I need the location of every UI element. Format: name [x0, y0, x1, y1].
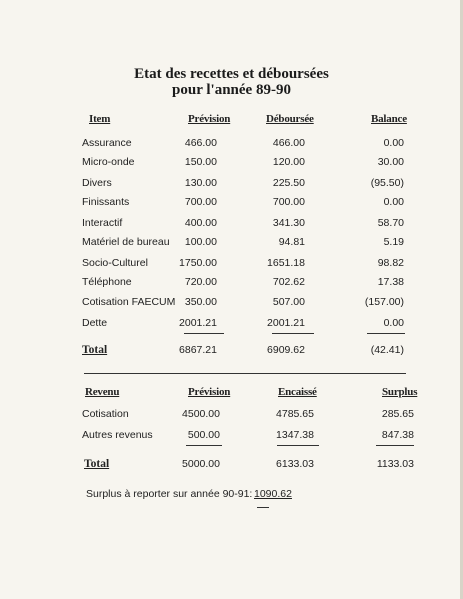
revenue-encaisse: 4785.65 — [276, 408, 314, 420]
surplus-note-mark — [257, 507, 269, 508]
expense-item: Matériel de bureau — [82, 236, 170, 248]
expense-balance: 58.70 — [377, 217, 404, 229]
expense-deboursee: 94.81 — [278, 236, 305, 248]
surplus-note-label: Surplus à reporter sur année 90-91: — [86, 488, 253, 500]
expense-deboursee: 702.62 — [272, 276, 305, 288]
header-deboursee: Déboursée — [266, 113, 314, 125]
expense-total-prevision: 6867.21 — [179, 344, 217, 356]
expense-prevision: 466.00 — [184, 137, 217, 149]
expense-item: Micro-onde — [82, 156, 135, 168]
expense-item: Cotisation FAECUM — [82, 296, 176, 308]
expense-item: Dette — [82, 317, 108, 329]
expense-deboursee: 1651.18 — [267, 257, 305, 269]
expense-deboursee: 466.00 — [272, 137, 305, 149]
revenue-prevision: 4500.00 — [182, 408, 220, 420]
expense-balance: 30.00 — [377, 156, 404, 168]
rule-prevision — [184, 333, 224, 334]
header-prevision: Prévision — [188, 113, 231, 125]
expense-prevision: 100.00 — [184, 236, 217, 248]
document-title-line-1: Etat des recettes et déboursées — [134, 66, 329, 82]
expense-balance: 0.00 — [383, 317, 404, 329]
header-prevision-revenue: Prévision — [188, 386, 231, 398]
expense-item: Socio-Culturel — [82, 257, 148, 269]
expense-deboursee: 507.00 — [272, 296, 305, 308]
expense-prevision: 350.00 — [184, 296, 217, 308]
expense-balance: 98.82 — [377, 257, 404, 269]
expense-deboursee: 120.00 — [272, 156, 305, 168]
expense-prevision: 720.00 — [184, 276, 217, 288]
section-divider — [84, 373, 406, 374]
rule-balance — [367, 333, 405, 334]
expense-balance: (95.50) — [370, 177, 404, 189]
expense-total-label: Total — [82, 344, 108, 356]
revenue-total-prevision: 5000.00 — [182, 458, 220, 470]
header-item: Item — [89, 113, 111, 125]
expense-deboursee: 2001.21 — [267, 317, 305, 329]
expense-item: Divers — [82, 177, 112, 189]
rule-surplus — [376, 445, 414, 446]
revenue-item: Cotisation — [82, 408, 129, 420]
expense-prevision: 150.00 — [184, 156, 217, 168]
expense-balance: 5.19 — [383, 236, 404, 248]
rule-deboursee — [272, 333, 314, 334]
expense-prevision: 400.00 — [184, 217, 217, 229]
expense-item: Finissants — [82, 196, 130, 208]
expense-total-deboursee: 6909.62 — [267, 344, 305, 356]
expense-prevision: 130.00 — [184, 177, 217, 189]
expense-item: Assurance — [82, 137, 132, 149]
expense-total-balance: (42.41) — [370, 344, 404, 356]
expense-prevision: 700.00 — [184, 196, 217, 208]
header-revenu: Revenu — [85, 386, 120, 398]
expense-balance: 0.00 — [383, 137, 404, 149]
revenue-item: Autres revenus — [82, 429, 153, 441]
header-encaisse: Encaissé — [278, 386, 317, 398]
expense-item: Téléphone — [82, 276, 132, 288]
revenue-surplus: 285.65 — [381, 408, 414, 420]
expense-deboursee: 225.50 — [272, 177, 305, 189]
revenue-total-label: Total — [84, 458, 110, 470]
expense-item: Interactif — [82, 217, 123, 229]
revenue-surplus: 847.38 — [381, 429, 414, 441]
revenue-total-surplus: 1133.03 — [376, 458, 414, 470]
rule-encaisse — [277, 445, 319, 446]
revenue-total-encaisse: 6133.03 — [276, 458, 314, 470]
expense-balance: 17.38 — [377, 276, 404, 288]
rule-prevision-revenue — [186, 445, 222, 446]
header-balance: Balance — [371, 113, 407, 125]
expense-deboursee: 700.00 — [272, 196, 305, 208]
expense-prevision: 2001.21 — [179, 317, 217, 329]
expense-balance: (157.00) — [364, 296, 404, 308]
expense-deboursee: 341.30 — [272, 217, 305, 229]
expense-balance: 0.00 — [383, 196, 404, 208]
document-title-line-2: pour l'année 89-90 — [172, 82, 291, 98]
expense-prevision: 1750.00 — [179, 257, 217, 269]
revenue-prevision: 500.00 — [187, 429, 220, 441]
revenue-encaisse: 1347.38 — [276, 429, 314, 441]
header-surplus: Surplus — [382, 386, 418, 398]
surplus-note-value: 1090.62 — [254, 488, 292, 500]
